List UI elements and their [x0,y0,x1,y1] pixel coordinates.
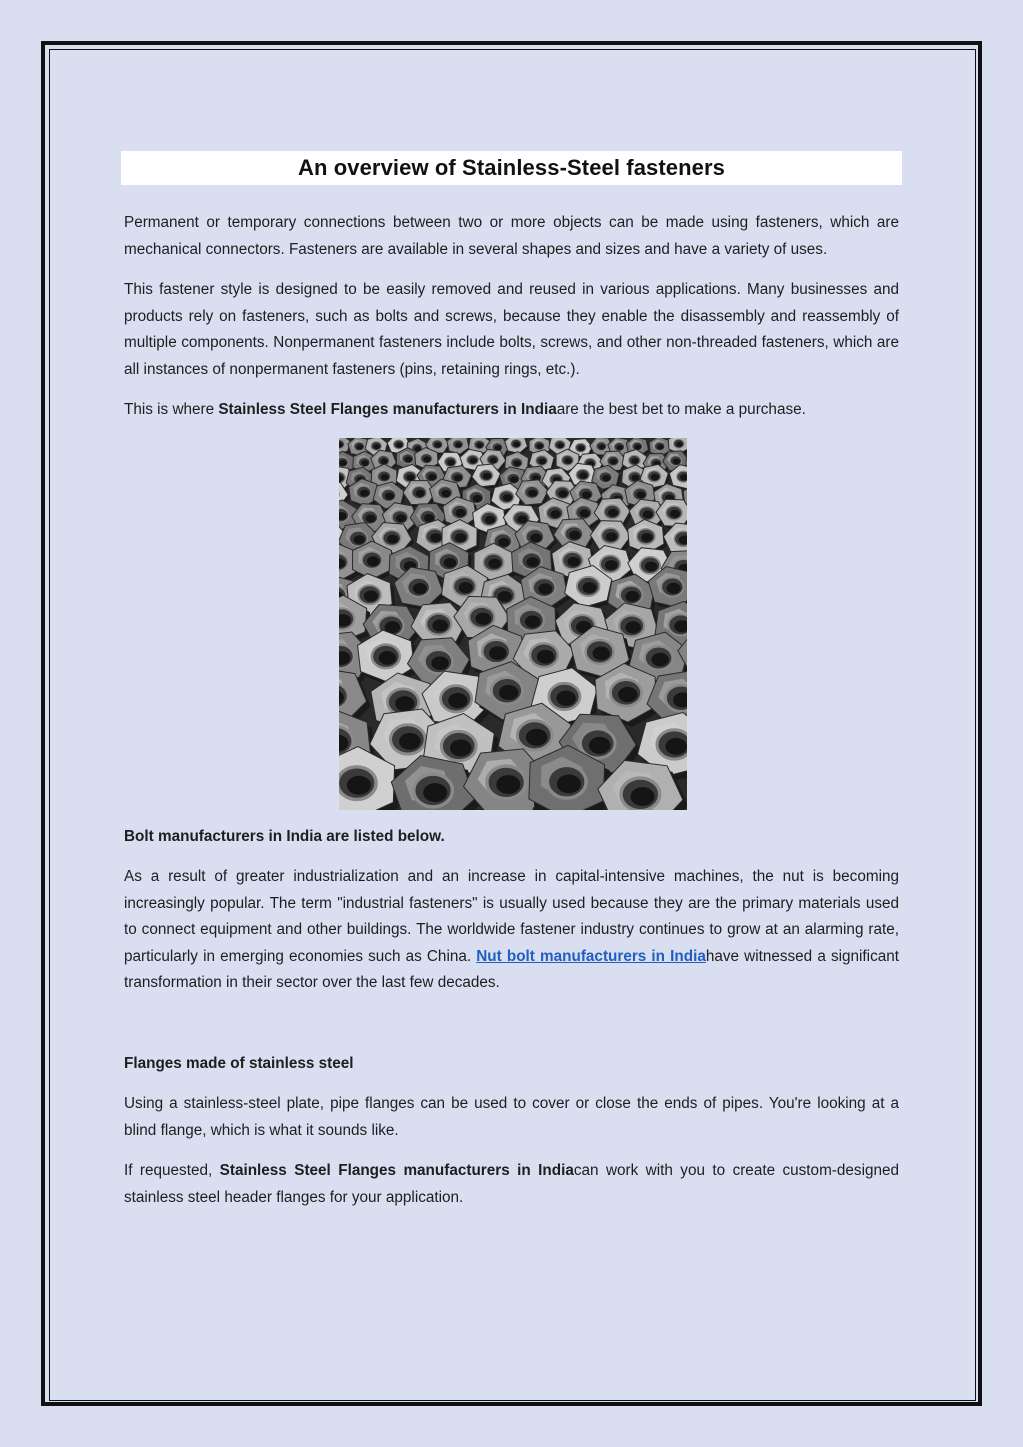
nut-bolt-manufacturers-link[interactable]: Nut bolt manufacturers in India [476,947,706,965]
spacer [124,1011,899,1051]
heading-flanges: Flanges made of stainless steel [124,1054,354,1072]
paragraph-custom-bold: Stainless Steel Flanges manufacturers in India [219,1162,574,1179]
paragraph-purchase-prefix: This is where [124,401,219,418]
page-title: An overview of Stainless-Steel fasteners [297,155,726,180]
paragraph-custom-suffix: can work with you to create custom-designed stainless steel header flanges for your application. [124,1162,899,1206]
document-body [124,210,899,1225]
hex-nuts-illustration [339,438,687,810]
paragraph-custom-prefix: If requested, [124,1162,220,1179]
paragraph-intro: Permanent or temporary connections between two or more objects can be made using fasteners, which are mechanical connectors. Fasteners are available in several shapes and sizes and have a variety of uses. [124,214,899,258]
heading-bolt-manufacturers: Bolt manufacturers in India are listed below. [124,827,445,845]
paragraph-purchase-suffix: are the best bet to make a purchase. [556,401,806,418]
paragraph-industrialization-text: As a result of greater industrialization and an increase in capital-intensive machines, the nut is becoming increasingly popular. The term "industrial fasteners" is usually used because they are the primary materials used to connect equipment and other buildings. The worldwide fastener industry continues to grow at an alarming rate, particularly in emerging economies such as China. [124,868,899,965]
paragraph-blind-flange: Using a stainless-steel plate, pipe flanges can be used to cover or close the ends of pipes. You're looking at a blind flange, which is what it sounds like. [124,1095,899,1139]
paragraph-fastener-style: This fastener style is designed to be easily removed and reused in various applications. Many businesses and products rely on fasteners, such as bolts and screws, because they enable the disassembly and reassembly of multiple components. Nonpermanent fasteners include bolts, screws, and other non-threaded fasteners, which are all instances of nonpermanent fasteners (pins, retaining rings, etc.). [124,281,899,378]
title-banner [121,151,902,185]
paragraph-custom-flanges [124,1158,899,1211]
paragraph-purchase-bold: Stainless Steel Flanges manufacturers in India [218,401,557,418]
hex-nuts-photo [339,438,687,810]
paragraph-purchase [124,397,899,424]
paragraph-industrialization-suffix: have witnessed a significant transformation in their sector over the last few decades. [124,947,899,991]
paragraph-industrialization [124,864,899,997]
